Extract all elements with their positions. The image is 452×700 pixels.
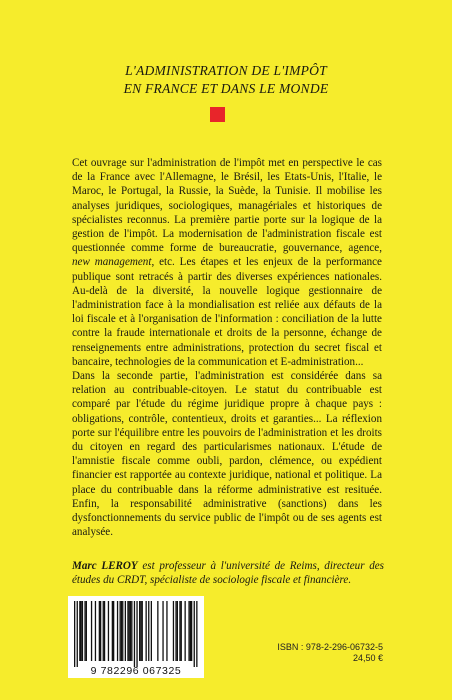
barcode — [68, 596, 204, 678]
barcode-bar — [113, 601, 114, 661]
barcode-bars-icon — [68, 596, 204, 678]
barcode-bar — [188, 601, 189, 661]
red-square-ornament — [210, 107, 225, 122]
barcode-bar — [191, 601, 192, 661]
barcode-bar — [177, 601, 178, 661]
barcode-bar — [122, 601, 123, 661]
barcode-bar — [117, 601, 118, 661]
barcode-bar — [121, 601, 122, 661]
barcode-bar — [194, 601, 195, 667]
description-paragraph-1: Cet ouvrage sur l'administration de l'impôt met en perspective le cas de la France avec l'Allemagne, le Brésil, les Etats-Unis, l'Italie, le Maroc, le Portugal, la Russie, la Suède, la Tunisie. Il mobilise les analyses juridiques, sociologiques, managériales et historiques de spécialistes reconnus. La première partie porte sur la logique de la gestion de l'impôt. La modernisation de l'administration fiscale est questionnée comme forme de bureaucratie, gouvernance, agence, new management, etc. Les étapes et les enjeux de la performance publique sont retracés à partir des diverses expériences nationales. Au-delà de la diversité, la nouvelle logique gestionnaire de l'administration face à la mondialisation est reliée aux défauts de la loi fiscale et à l'organisation de l'information : conciliation de la lutte contre la fraude internationale et droits de la personne, échange de renseignements entre administrations, protection du secret fiscal et bancaire, technologies de la communication et E-administration... — [72, 157, 382, 368]
barcode-bar — [173, 601, 174, 661]
barcode-bar — [77, 601, 78, 667]
barcode-bar — [74, 601, 75, 667]
book-title-line-2: EN FRANCE ET DANS LE MONDE — [123, 81, 329, 96]
barcode-bar — [148, 601, 149, 661]
barcode-bar — [190, 601, 191, 661]
barcode-bar — [81, 601, 82, 661]
barcode-bar — [125, 601, 126, 661]
barcode-bar — [99, 601, 100, 661]
barcode-bar — [151, 601, 152, 661]
barcode-bar — [79, 601, 80, 661]
barcode-bar — [95, 601, 96, 661]
barcode-bar — [100, 601, 101, 661]
barcode-bar — [179, 601, 180, 661]
barcode-bar — [139, 601, 140, 661]
barcode-bar — [196, 601, 197, 667]
new-management-term: new management — [72, 256, 152, 269]
description-paragraph-2: Dans la seconde partie, l'administration est considérée dans sa relation au contribuable-citoyen. Le statut du contribuable est comparé par l'étude du régime juridique propre à chaque pays : obligations, contrôle, contentieux, droits et garanties... La réflexion porte sur l'équilibre entre les pouvoirs de l'administration et les droits du citoyen en regard des particularismes nationaux. L'étude de l'amnistie fiscale comme oubli, pardon, clémence, ou expédient financier est rapportée au contexte juridique, national et politique. La place du contribuable dans la réforme administrative est resituée. Enfin, la responsabilité administrative (sanctions) dans les dysfonctionnements du service public de l'impôt ou de ses agents est analysée. — [72, 370, 382, 539]
barcode-bar — [175, 601, 176, 661]
book-title-line-1: L'ADMINISTRATION DE L'IMPÔT — [125, 63, 327, 78]
author-bio — [72, 559, 384, 587]
barcode-bar — [103, 601, 104, 661]
barcode-bar — [84, 601, 85, 661]
barcode-bar — [130, 601, 131, 661]
price: 24,50 € — [352, 653, 383, 663]
barcode-bar — [157, 601, 158, 661]
barcode-bar — [108, 601, 109, 661]
barcode-bar — [91, 601, 92, 661]
barcode-bar — [162, 601, 163, 661]
barcode-bar — [146, 601, 147, 661]
author-description: est professeur à l'université de Reims, directeur des études du CRDT, spécialiste de sociologie fiscale et financière. — [72, 560, 384, 587]
barcode-bar — [166, 601, 167, 661]
author-name: Marc LEROY — [72, 560, 138, 572]
barcode-bar — [127, 601, 128, 661]
barcode-bar — [140, 601, 141, 661]
barcode-bar — [129, 601, 130, 661]
barcode-bar — [185, 601, 186, 661]
barcode-bar — [181, 601, 182, 661]
barcode-bar — [134, 601, 135, 667]
barcode-bar — [131, 601, 132, 661]
barcode-bar — [82, 601, 83, 661]
barcode-bar — [120, 601, 121, 661]
barcode-bar — [112, 601, 113, 661]
isbn-block — [262, 642, 383, 664]
barcode-digits: 9 782296 067325 — [90, 665, 182, 677]
book-title — [0, 62, 452, 98]
barcode-bar — [104, 601, 105, 661]
isbn-number: ISBN : 978-2-296-06732-5 — [277, 642, 383, 652]
barcode-bar — [86, 601, 87, 661]
book-description — [72, 156, 382, 539]
barcode-bar — [136, 601, 137, 667]
barcode-bar — [142, 601, 143, 661]
